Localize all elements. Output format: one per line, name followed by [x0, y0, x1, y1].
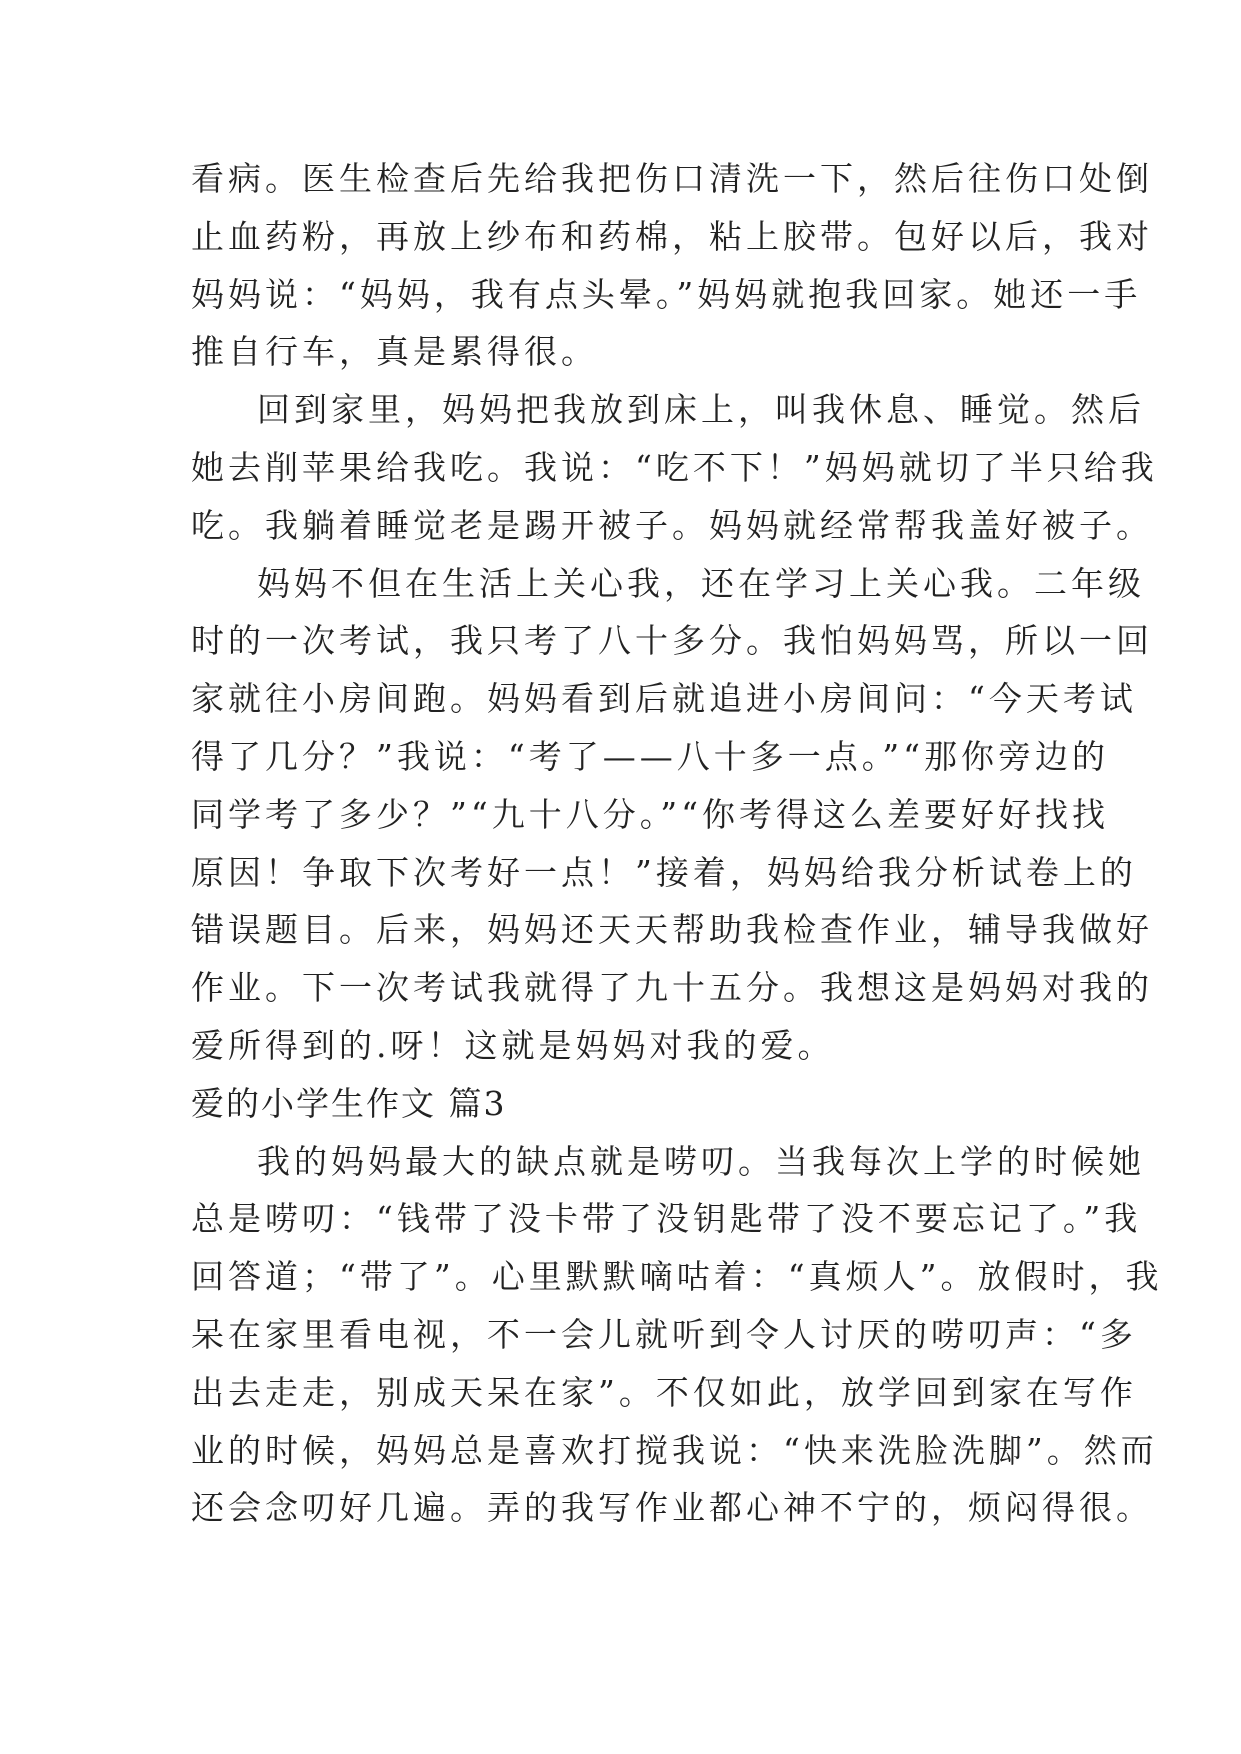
text-line: 出去走走，别成天呆在家”。不仅如此，放学回到家在写作	[191, 1372, 1137, 1412]
text-line: 止血药粉，再放上纱布和药棉，粘上胶带。包好以后，我对	[191, 216, 1153, 256]
text-line: 推自行车，真是累得很。	[191, 332, 598, 372]
text-line: 回答道；“带了”。心里默默嘀咕着：“真烦人”。放假时，我	[191, 1257, 1163, 1297]
text-line: 妈妈说：“妈妈，我有点头晕。”妈妈就抱我回家。她还一手	[191, 274, 1142, 314]
text-line: 爱所得到的.呀！这就是妈妈对我的爱。	[191, 1025, 835, 1065]
section-heading: 爱的小学生作文 篇3	[191, 1083, 507, 1123]
text-line: 作业。下一次考试我就得了九十五分。我想这是妈妈对我的	[191, 968, 1153, 1008]
paragraph-start-line: 我的妈妈最大的缺点就是唠叨。当我每次上学的时候她	[257, 1141, 1145, 1181]
text-line: 时的一次考试，我只考了八十多分。我怕妈妈骂，所以一回	[191, 621, 1153, 661]
text-line: 总是唠叨：“钱带了没卡带了没钥匙带了没不要忘记了。”我	[191, 1199, 1142, 1239]
paragraph-start-line: 妈妈不但在生活上关心我，还在学习上关心我。二年级	[257, 563, 1145, 603]
text-line: 还会念叨好几遍。弄的我写作业都心神不宁的，烦闷得很。	[191, 1488, 1153, 1528]
document-body	[191, 150, 1163, 1537]
text-line: 呆在家里看电视，不一会儿就听到令人讨厌的唠叨声：“多	[191, 1314, 1137, 1354]
text-line: 同学考了多少？”“九十八分。”“你考得这么差要好好找找	[191, 794, 1109, 834]
text-line: 看病。医生检查后先给我把伤口清洗一下，然后往伤口处倒	[191, 159, 1153, 198]
text-line: 错误题目。后来，妈妈还天天帮助我检查作业，辅导我做好	[191, 910, 1153, 950]
text-line: 业的时候，妈妈总是喜欢打搅我说：“快来洗脸洗脚”。然而	[191, 1430, 1158, 1470]
text-line: 吃。我躺着睡觉老是踢开被子。妈妈就经常帮我盖好被子。	[191, 505, 1153, 545]
text-line: 得了几分？”我说：“考了——八十多一点。”“那你旁边的	[191, 736, 1109, 776]
text-line: 她去削苹果给我吃。我说：“吃不下！”妈妈就切了半只给我	[191, 447, 1158, 487]
text-line: 原因！争取下次考好一点！”接着，妈妈给我分析试卷上的	[191, 852, 1137, 892]
text-line: 家就往小房间跑。妈妈看到后就追进小房间问：“今天考试	[191, 679, 1137, 719]
paragraph-start-line: 回到家里，妈妈把我放到床上，叫我休息、睡觉。然后	[257, 390, 1145, 430]
